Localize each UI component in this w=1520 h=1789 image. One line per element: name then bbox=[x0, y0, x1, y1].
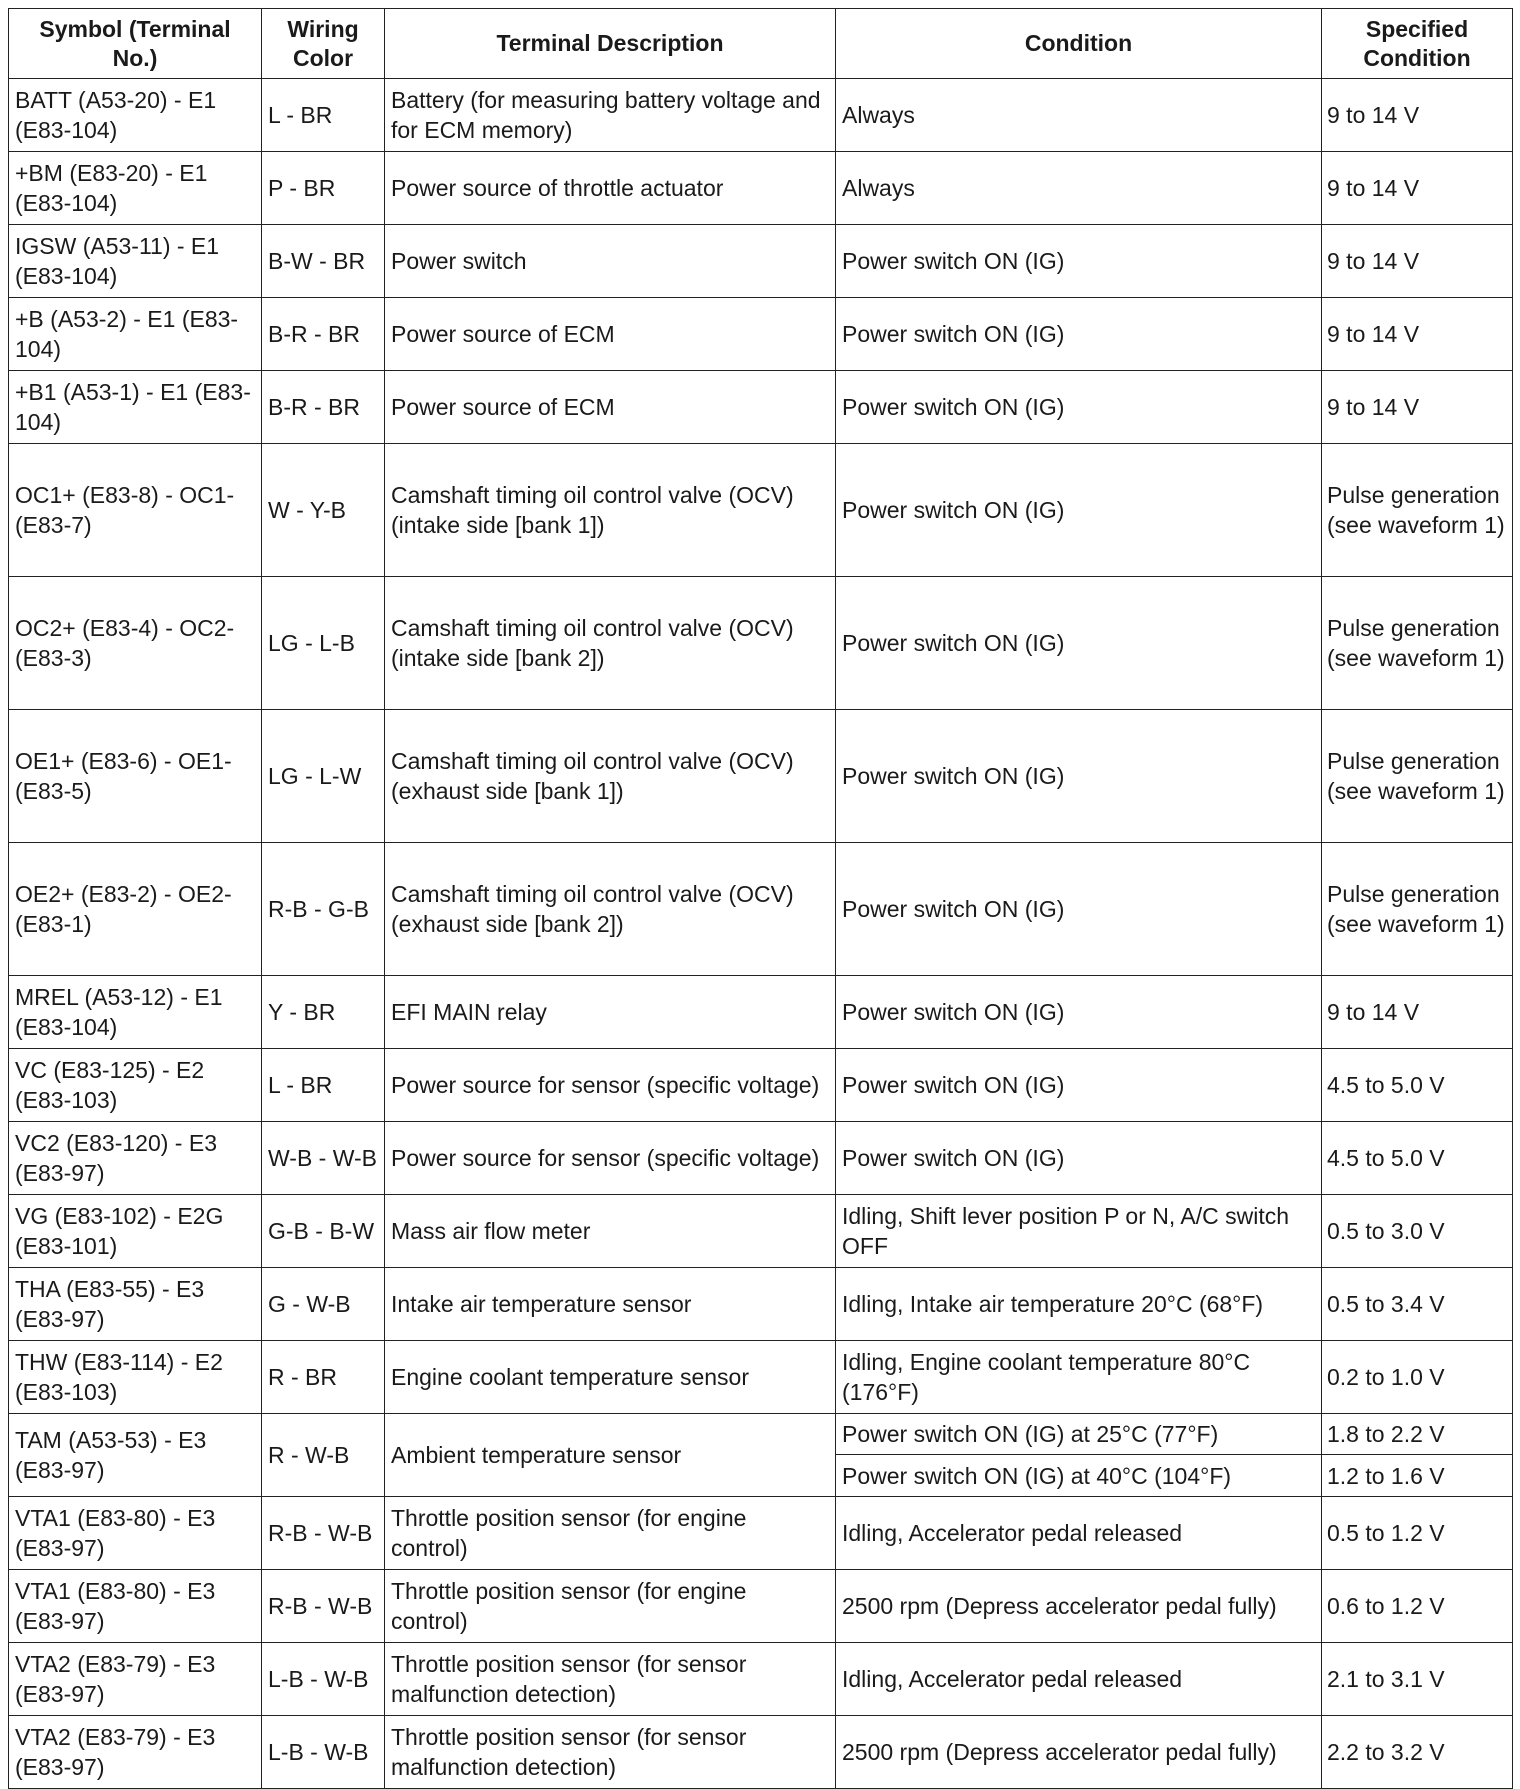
description-cell: Mass air flow meter bbox=[385, 1195, 836, 1268]
condition-cell: Idling, Shift lever position P or N, A/C switch OFF bbox=[836, 1195, 1322, 1268]
table-row bbox=[9, 152, 1513, 225]
header-condition: Condition bbox=[836, 9, 1322, 79]
condition-cell: Power switch ON (IG) bbox=[836, 371, 1322, 444]
description-cell: Power switch bbox=[385, 225, 836, 298]
wiring-color-cell: L - BR bbox=[262, 1049, 385, 1122]
symbol-cell: +B (A53-2) - E1 (E83-104) bbox=[9, 298, 262, 371]
description-cell: Power source of ECM bbox=[385, 371, 836, 444]
wiring-color-cell: B-R - BR bbox=[262, 298, 385, 371]
table-row bbox=[9, 1643, 1513, 1716]
terminal-table-container bbox=[8, 8, 1513, 1789]
table-row bbox=[9, 1049, 1513, 1122]
description-cell: Camshaft timing oil control valve (OCV) (exhaust side [bank 2]) bbox=[385, 843, 836, 976]
table-row bbox=[9, 1341, 1513, 1414]
table-row bbox=[9, 371, 1513, 444]
symbol-cell: OE2+ (E83-2) - OE2- (E83-1) bbox=[9, 843, 262, 976]
symbol-cell: +BM (E83-20) - E1 (E83-104) bbox=[9, 152, 262, 225]
table-row bbox=[9, 1570, 1513, 1643]
condition-cell: Power switch ON (IG) bbox=[836, 444, 1322, 577]
specified-condition-cell: 9 to 14 V bbox=[1322, 79, 1513, 152]
condition-cell: Idling, Accelerator pedal released bbox=[836, 1497, 1322, 1570]
header-symbol: Symbol (Terminal No.) bbox=[9, 9, 262, 79]
description-cell: Engine coolant temperature sensor bbox=[385, 1341, 836, 1414]
header-row bbox=[9, 9, 1513, 79]
condition-cell: Power switch ON (IG) bbox=[836, 1122, 1322, 1195]
symbol-cell: VTA2 (E83-79) - E3 (E83-97) bbox=[9, 1716, 262, 1789]
wiring-color-cell: L-B - W-B bbox=[262, 1716, 385, 1789]
condition-cell: Idling, Intake air temperature 20°C (68°F) bbox=[836, 1268, 1322, 1341]
table-row bbox=[9, 298, 1513, 371]
table-row bbox=[9, 225, 1513, 298]
specified-condition-cell: 4.5 to 5.0 V bbox=[1322, 1122, 1513, 1195]
description-cell: Power source of ECM bbox=[385, 298, 836, 371]
description-cell: Battery (for measuring battery voltage and for ECM memory) bbox=[385, 79, 836, 152]
specified-condition-cell: 2.1 to 3.1 V bbox=[1322, 1643, 1513, 1716]
wiring-color-cell: LG - L-B bbox=[262, 577, 385, 710]
symbol-cell: THW (E83-114) - E2 (E83-103) bbox=[9, 1341, 262, 1414]
specified-condition-cell: 9 to 14 V bbox=[1322, 152, 1513, 225]
table-row bbox=[9, 1268, 1513, 1341]
description-cell: Camshaft timing oil control valve (OCV) (intake side [bank 1]) bbox=[385, 444, 836, 577]
symbol-cell: BATT (A53-20) - E1 (E83-104) bbox=[9, 79, 262, 152]
description-cell: Ambient temperature sensor bbox=[385, 1414, 836, 1497]
symbol-cell: VTA1 (E83-80) - E3 (E83-97) bbox=[9, 1497, 262, 1570]
wiring-color-cell: W - Y-B bbox=[262, 444, 385, 577]
condition-cell: 2500 rpm (Depress accelerator pedal fully) bbox=[836, 1716, 1322, 1789]
symbol-cell: VC (E83-125) - E2 (E83-103) bbox=[9, 1049, 262, 1122]
symbol-cell: THA (E83-55) - E3 (E83-97) bbox=[9, 1268, 262, 1341]
wiring-color-cell: W-B - W-B bbox=[262, 1122, 385, 1195]
specified-condition-cell: Pulse generation (see waveform 1) bbox=[1322, 444, 1513, 577]
description-cell: EFI MAIN relay bbox=[385, 976, 836, 1049]
symbol-cell: VTA1 (E83-80) - E3 (E83-97) bbox=[9, 1570, 262, 1643]
specified-condition-cell: 9 to 14 V bbox=[1322, 225, 1513, 298]
condition-cell: Power switch ON (IG) bbox=[836, 976, 1322, 1049]
condition-cell: Power switch ON (IG) bbox=[836, 577, 1322, 710]
condition-cell: 2500 rpm (Depress accelerator pedal fully) bbox=[836, 1570, 1322, 1643]
wiring-color-cell: LG - L-W bbox=[262, 710, 385, 843]
wiring-color-cell: R-B - G-B bbox=[262, 843, 385, 976]
table-row bbox=[9, 577, 1513, 710]
specified-condition-cell: 4.5 to 5.0 V bbox=[1322, 1049, 1513, 1122]
wiring-color-cell: L-B - W-B bbox=[262, 1643, 385, 1716]
condition-cell: Power switch ON (IG) bbox=[836, 225, 1322, 298]
table-row bbox=[9, 1414, 1513, 1455]
description-cell: Throttle position sensor (for engine control) bbox=[385, 1570, 836, 1643]
specified-condition-cell: 0.6 to 1.2 V bbox=[1322, 1570, 1513, 1643]
specified-condition-cell: Pulse generation (see waveform 1) bbox=[1322, 710, 1513, 843]
wiring-color-cell: R - BR bbox=[262, 1341, 385, 1414]
symbol-cell: +B1 (A53-1) - E1 (E83-104) bbox=[9, 371, 262, 444]
wiring-color-cell: R-B - W-B bbox=[262, 1497, 385, 1570]
description-cell: Intake air temperature sensor bbox=[385, 1268, 836, 1341]
symbol-cell: VC2 (E83-120) - E3 (E83-97) bbox=[9, 1122, 262, 1195]
specified-condition-cell: 1.2 to 1.6 V bbox=[1322, 1455, 1513, 1497]
wiring-color-cell: Y - BR bbox=[262, 976, 385, 1049]
table-row bbox=[9, 1716, 1513, 1789]
description-cell: Throttle position sensor (for sensor malfunction detection) bbox=[385, 1716, 836, 1789]
specified-condition-cell: 0.5 to 3.0 V bbox=[1322, 1195, 1513, 1268]
wiring-color-cell: G-B - B-W bbox=[262, 1195, 385, 1268]
description-cell: Throttle position sensor (for engine control) bbox=[385, 1497, 836, 1570]
table-row bbox=[9, 976, 1513, 1049]
symbol-cell: VTA2 (E83-79) - E3 (E83-97) bbox=[9, 1643, 262, 1716]
specified-condition-cell: 0.2 to 1.0 V bbox=[1322, 1341, 1513, 1414]
specified-condition-cell: 9 to 14 V bbox=[1322, 298, 1513, 371]
symbol-cell: IGSW (A53-11) - E1 (E83-104) bbox=[9, 225, 262, 298]
condition-cell: Always bbox=[836, 79, 1322, 152]
header-wiring-color: Wiring Color bbox=[262, 9, 385, 79]
specified-condition-cell: 2.2 to 3.2 V bbox=[1322, 1716, 1513, 1789]
condition-cell: Idling, Engine coolant temperature 80°C (176°F) bbox=[836, 1341, 1322, 1414]
wiring-color-cell: G - W-B bbox=[262, 1268, 385, 1341]
table-row bbox=[9, 710, 1513, 843]
condition-cell: Power switch ON (IG) bbox=[836, 298, 1322, 371]
specified-condition-cell: 0.5 to 3.4 V bbox=[1322, 1268, 1513, 1341]
table-row bbox=[9, 843, 1513, 976]
table-row bbox=[9, 1122, 1513, 1195]
specified-condition-cell: Pulse generation (see waveform 1) bbox=[1322, 843, 1513, 976]
condition-cell: Power switch ON (IG) at 40°C (104°F) bbox=[836, 1455, 1322, 1497]
symbol-cell: OC1+ (E83-8) - OC1- (E83-7) bbox=[9, 444, 262, 577]
wiring-color-cell: P - BR bbox=[262, 152, 385, 225]
table-row bbox=[9, 1195, 1513, 1268]
description-cell: Power source of throttle actuator bbox=[385, 152, 836, 225]
condition-cell: Power switch ON (IG) bbox=[836, 843, 1322, 976]
description-cell: Camshaft timing oil control valve (OCV) (exhaust side [bank 1]) bbox=[385, 710, 836, 843]
condition-cell: Power switch ON (IG) bbox=[836, 710, 1322, 843]
condition-cell: Idling, Accelerator pedal released bbox=[836, 1643, 1322, 1716]
description-cell: Power source for sensor (specific voltage) bbox=[385, 1049, 836, 1122]
specified-condition-cell: 1.8 to 2.2 V bbox=[1322, 1414, 1513, 1455]
description-cell: Camshaft timing oil control valve (OCV) (intake side [bank 2]) bbox=[385, 577, 836, 710]
symbol-cell: MREL (A53-12) - E1 (E83-104) bbox=[9, 976, 262, 1049]
condition-cell: Power switch ON (IG) at 25°C (77°F) bbox=[836, 1414, 1322, 1455]
condition-cell: Power switch ON (IG) bbox=[836, 1049, 1322, 1122]
wiring-color-cell: L - BR bbox=[262, 79, 385, 152]
specified-condition-cell: Pulse generation (see waveform 1) bbox=[1322, 577, 1513, 710]
description-cell: Throttle position sensor (for sensor malfunction detection) bbox=[385, 1643, 836, 1716]
symbol-cell: TAM (A53-53) - E3 (E83-97) bbox=[9, 1414, 262, 1497]
wiring-color-cell: B-R - BR bbox=[262, 371, 385, 444]
wiring-color-cell: R-B - W-B bbox=[262, 1570, 385, 1643]
header-specified-condition: Specified Condition bbox=[1322, 9, 1513, 79]
table-row bbox=[9, 79, 1513, 152]
table-row bbox=[9, 444, 1513, 577]
specified-condition-cell: 9 to 14 V bbox=[1322, 976, 1513, 1049]
symbol-cell: OE1+ (E83-6) - OE1- (E83-5) bbox=[9, 710, 262, 843]
wiring-color-cell: R - W-B bbox=[262, 1414, 385, 1497]
description-cell: Power source for sensor (specific voltage) bbox=[385, 1122, 836, 1195]
condition-cell: Always bbox=[836, 152, 1322, 225]
ecm-terminal-table bbox=[8, 8, 1513, 1789]
symbol-cell: OC2+ (E83-4) - OC2- (E83-3) bbox=[9, 577, 262, 710]
wiring-color-cell: B-W - BR bbox=[262, 225, 385, 298]
header-terminal-description: Terminal Description bbox=[385, 9, 836, 79]
symbol-cell: VG (E83-102) - E2G (E83-101) bbox=[9, 1195, 262, 1268]
specified-condition-cell: 9 to 14 V bbox=[1322, 371, 1513, 444]
table-row bbox=[9, 1497, 1513, 1570]
specified-condition-cell: 0.5 to 1.2 V bbox=[1322, 1497, 1513, 1570]
